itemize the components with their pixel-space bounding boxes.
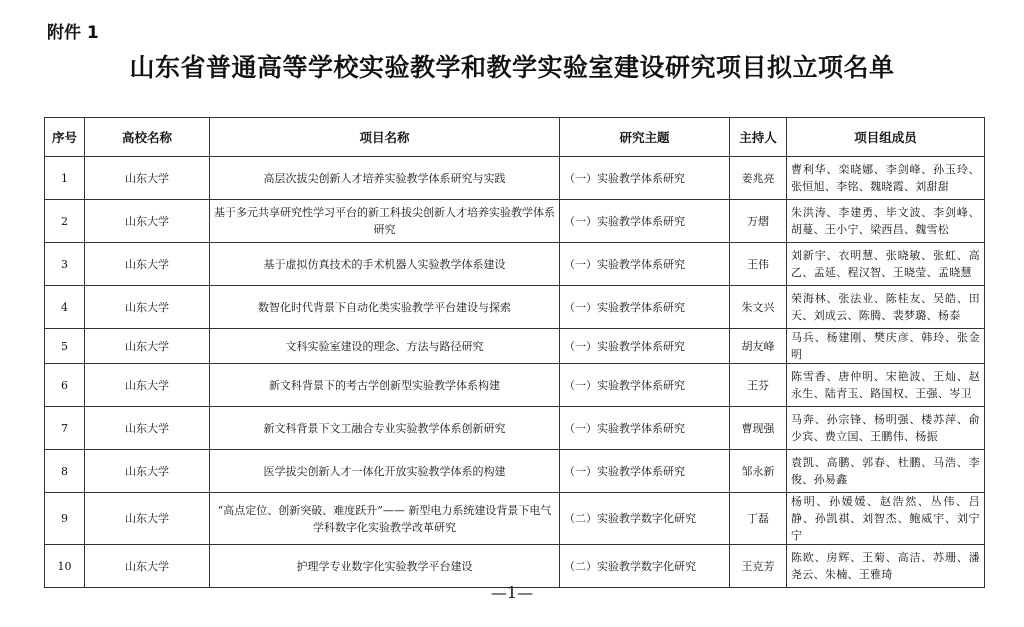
header-no: 序号 (45, 118, 85, 157)
attachment-label: 附件 1 (47, 23, 99, 43)
row-project: 数智化时代背景下自动化类实验教学平台建设与探索 (210, 286, 560, 329)
row-no: 2 (45, 200, 85, 243)
row-project: 高层次拔尖创新人才培养实验教学体系研究与实践 (210, 157, 560, 200)
header-members: 项目组成员 (787, 118, 985, 157)
table-row (45, 545, 985, 588)
row-project: 医学拔尖创新人才一体化开放实验教学体系的构建 (210, 450, 560, 493)
row-members: 陈欧、房辉、王菊、高洁、苏珊、潘尧云、朱楠、王雅琦 (787, 545, 985, 588)
row-school: 山东大学 (85, 493, 210, 545)
table-row (45, 243, 985, 286)
row-members: 曹利华、栾晓娜、李剑峰、孙玉玲、张恒旭、李铭、魏晓霞、刘甜甜 (787, 157, 985, 200)
row-leader: 王伟 (730, 243, 787, 286)
row-school: 山东大学 (85, 545, 210, 588)
row-topic: （一）实验教学体系研究 (560, 243, 730, 286)
row-project: 新文科背景下文工融合专业实验教学体系创新研究 (210, 407, 560, 450)
row-school: 山东大学 (85, 243, 210, 286)
header-project: 项目名称 (210, 118, 560, 157)
row-members: 马兵、杨建刚、樊庆彦、韩玲、张金明 (787, 329, 985, 364)
row-topic: （一）实验教学体系研究 (560, 364, 730, 407)
row-leader: 王芬 (730, 364, 787, 407)
row-topic: （一）实验教学体系研究 (560, 450, 730, 493)
row-school: 山东大学 (85, 200, 210, 243)
table-header-row (45, 118, 985, 157)
row-topic: （一）实验教学体系研究 (560, 286, 730, 329)
row-leader: 姜兆亮 (730, 157, 787, 200)
row-leader: 朱文兴 (730, 286, 787, 329)
row-school: 山东大学 (85, 329, 210, 364)
table-row (45, 364, 985, 407)
row-no: 4 (45, 286, 85, 329)
row-no: 1 (45, 157, 85, 200)
row-members: 杨明、孙媛媛、赵浩然、丛伟、吕静、孙凯祺、刘智杰、鲍威宇、刘宁宁 (787, 493, 985, 545)
row-leader: 王克芳 (730, 545, 787, 588)
row-school: 山东大学 (85, 286, 210, 329)
row-topic: （二）实验教学数字化研究 (560, 545, 730, 588)
row-school: 山东大学 (85, 157, 210, 200)
row-leader: 邹永新 (730, 450, 787, 493)
header-topic: 研究主题 (560, 118, 730, 157)
row-project: 新文科背景下的考古学创新型实验教学体系构建 (210, 364, 560, 407)
row-no: 7 (45, 407, 85, 450)
row-no: 8 (45, 450, 85, 493)
row-members: 刘新宇、衣明慧、张晓敏、张虹、高乙、孟延、程汉智、王晓莹、孟晓慧 (787, 243, 985, 286)
row-project: “高点定位、创新突破、难度跃升”—— 新型电力系统建设背景下电气学科数字化实验教学改革研究 (210, 493, 560, 545)
document-title: 山东省普通高等学校实验教学和教学实验室建设研究项目拟立项名单 (129, 53, 895, 82)
row-topic: （一）实验教学体系研究 (560, 329, 730, 364)
header-school: 高校名称 (85, 118, 210, 157)
row-members: 马奔、孙宗锋、杨明强、楼苏萍、俞少宾、费立国、王鹏伟、杨振 (787, 407, 985, 450)
row-school: 山东大学 (85, 407, 210, 450)
row-no: 10 (45, 545, 85, 588)
row-members: 陈雪香、唐仲明、宋艳波、王灿、赵永生、陆青玉、路国权、王强、岑卫 (787, 364, 985, 407)
row-no: 6 (45, 364, 85, 407)
row-project: 护理学专业数字化实验教学平台建设 (210, 545, 560, 588)
row-project: 文科实验室建设的理念、方法与路径研究 (210, 329, 560, 364)
header-leader: 主持人 (730, 118, 787, 157)
row-no: 9 (45, 493, 85, 545)
row-members: 荣海林、张法业、陈桂友、吴皓、田天、刘成云、陈腾、裴梦璐、杨泰 (787, 286, 985, 329)
project-list-table (44, 117, 985, 588)
table-row (45, 493, 985, 545)
row-leader: 万熠 (730, 200, 787, 243)
row-members: 袁凯、高鹏、郭春、杜鹏、马浩、李俊、孙易鑫 (787, 450, 985, 493)
table-row (45, 407, 985, 450)
row-school: 山东大学 (85, 364, 210, 407)
row-leader: 胡友峰 (730, 329, 787, 364)
page-number: —1— (490, 583, 534, 602)
row-project: 基于多元共享研究性学习平台的新工科拔尖创新人才培养实验教学体系研究 (210, 200, 560, 243)
row-topic: （二）实验教学数字化研究 (560, 493, 730, 545)
row-project: 基于虚拟仿真技术的手术机器人实验教学体系建设 (210, 243, 560, 286)
row-topic: （一）实验教学体系研究 (560, 407, 730, 450)
row-leader: 曹现强 (730, 407, 787, 450)
table-row (45, 200, 985, 243)
table-row (45, 329, 985, 364)
row-leader: 丁磊 (730, 493, 787, 545)
row-no: 5 (45, 329, 85, 364)
row-topic: （一）实验教学体系研究 (560, 157, 730, 200)
row-school: 山东大学 (85, 450, 210, 493)
row-no: 3 (45, 243, 85, 286)
table-row (45, 450, 985, 493)
table-row (45, 286, 985, 329)
table-row (45, 157, 985, 200)
row-topic: （一）实验教学体系研究 (560, 200, 730, 243)
row-members: 朱洪涛、李建勇、毕文波、李剑峰、胡蔓、王小宁、梁西昌、魏雪松 (787, 200, 985, 243)
